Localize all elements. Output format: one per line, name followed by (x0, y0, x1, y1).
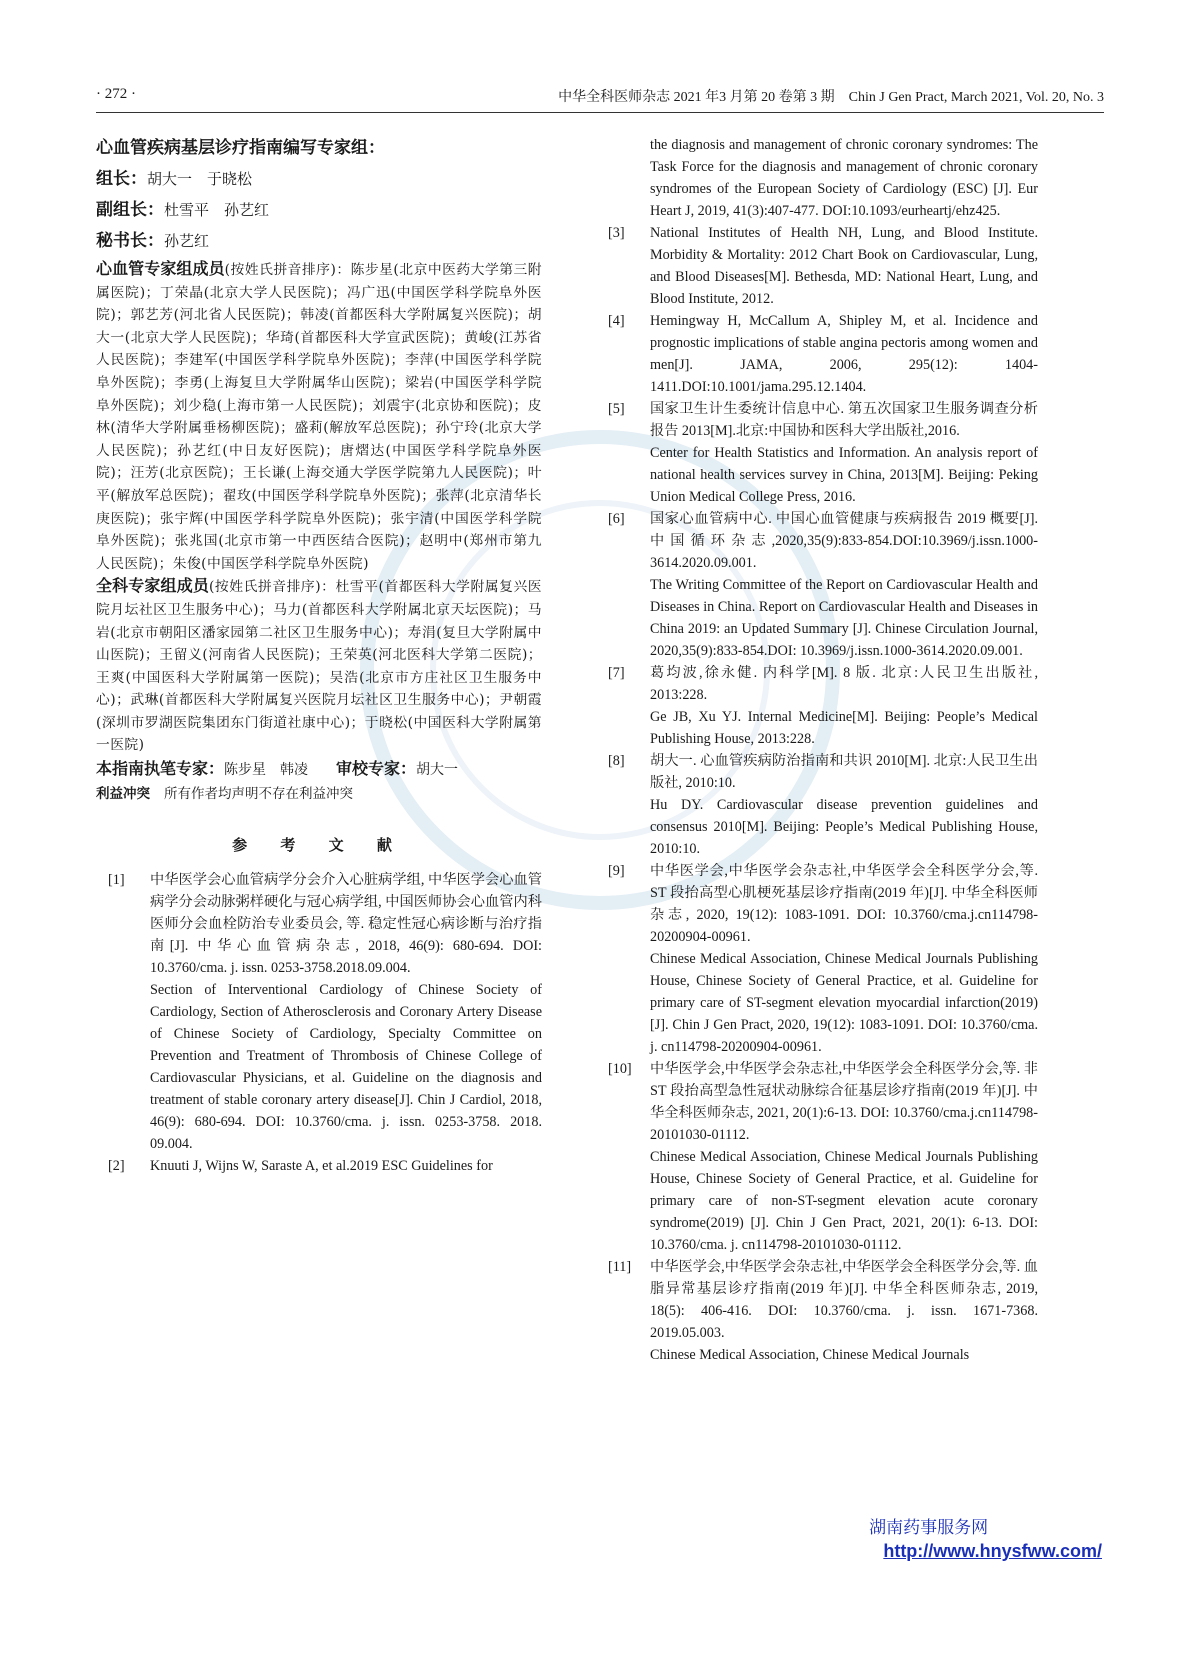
reference-translation: The Writing Committee of the Report on Cardiovascular Health and Diseases in China. Report on Cardiovascular Health and Diseases in China 2019: an Updated Summary [J]. Chinese Circulation Journal, 2020,35(9):833-854.DOI: 10.3969/j.issn.1000-3614.2020.09.001. (650, 577, 1038, 659)
reference-text: National Institutes of Health NH, Lung, and Blood Institute. Morbidity & Mortality: 2012 Chart Book on Cardiovascular, Lung, and Blood Diseases[M]. Bethesda, MD: National Heart, Lung, and Blood Institute, 2012. (650, 225, 1038, 307)
reference-text: 国家卫生计生委统计信息中心. 第五次国家卫生服务调查分析报告 2013[M].北京:中国协和医科大学出版社,2016. (650, 401, 1038, 439)
cardio-members-list: (按姓氏拼音排序)：陈步星(北京中医药大学第三附属医院)；丁荣晶(北京大学人民医院)；冯广迅(中国医学科学院阜外医院)；郭艺芳(河北省人民医院)；韩凌(首都医科大学附属复兴医院)；胡大一(北京大学人民医院)；华琦(首都医科大学宣武医院)；黄峻(江苏省人民医院)；李建军(中国医学科学院阜外医院)；李萍(中国医学科学院阜外医院)；李勇(上海复旦大学附属华山医院)；梁岩(中国医学科学院阜外医院)；刘少稳(上海市第一人民医院)；刘震宇(北京协和医院)；皮林(清华大学附属垂杨柳医院)；盛莉(解放军总医院)；孙宁玲(北京大学人民医院)；孙艺红(中日友好医院)；唐熠达(中国医学科学院阜外医院)；汪芳(北京医院)；王长谦(上海交通大学医学院第九人民医院)；叶平(解放军总医院)；翟玫(中国医学科学院阜外医院)；张萍(北京清华长庚医院)；张宇辉(中国医学科学院阜外医院)；张宇清(中国医学科学院阜外医院)；张兆国(北京市第一中西医结合医院)；赵明中(郑州市第九人民医院)；朱俊(中国医学科学院阜外医院) (96, 262, 542, 572)
reference-item (600, 860, 1038, 948)
reference-number: [5] (608, 401, 625, 417)
reference-translation: Section of Interventional Cardiology of Chinese Society of Cardiology, Section of Atherosclerosis and Coronary Artery Disease of Chinese Society of Cardiology, Specialty Committee on Prevention and Treatment of Thrombosis of Chinese College of Cardiovascular Physicians, et al. Guideline on the diagnosis and treatment of stable coronary artery disease[J]. Chin J Cardiol, 2018, 46(9): 680-694. DOI: 10.3760/cma. j. issn. 0253-3758. 2018. 09.004. (150, 982, 542, 1153)
journal-citation: 中华全科医师杂志 2021 年3 月第 20 卷第 3 期 Chin J Gen Pract, March 2021, Vol. 20, No. 3 (558, 90, 1104, 105)
reference-number: [6] (608, 511, 625, 527)
deputy-label: 副组长： (96, 200, 164, 220)
gp-members-label: 全科专家组成员 (96, 576, 209, 596)
reference-translation: Chinese Medical Association, Chinese Medical Journals Publishing House, Chinese Society of General Practice, et al. Guideline for primary care of ST-segment elevation myocardial infarction(2019) [J]. Chin J Gen Pract, 2020, 19(12): 1083-1091. DOI: 10.3760/cma. j. cn114798-20200904-00961. (650, 951, 1038, 1055)
leader-names: 胡大一 于晓松 (147, 170, 253, 188)
site-url-link[interactable]: http://www.hnysfww.com/ (883, 1541, 1102, 1561)
reference-item (600, 662, 1038, 706)
reference-text: 中华医学会,中华医学会杂志社,中华医学会全科医学分会,等. 血脂异常基层诊疗指南(2019 年)[J]. 中华全科医师杂志, 2019, 18(5): 406-416. DOI: 10.3760/cma. j. issn. 1671-7368. 2019.05.003. (650, 1259, 1038, 1341)
coi-label: 利益冲突 (96, 786, 150, 803)
reference-item (600, 398, 1038, 442)
reference-item (600, 750, 1038, 794)
page-number: · 272 · (96, 86, 136, 102)
cardio-members-label: 心血管专家组成员 (96, 259, 225, 278)
reference-text: 国家心血管病中心. 中国心血管健康与疾病报告 2019 概要[J]. 中国循环杂志,2020,35(9):833-854.DOI:10.3969/j.issn.1000-3614.2020.09.001. (650, 511, 1038, 571)
writer-label: 本指南执笔专家： (96, 759, 225, 779)
reference-number: [7] (608, 665, 625, 681)
reference-translation: Chinese Medical Association, Chinese Medical Journals Publishing House, Chinese Society of General Practice, et al. Guideline for primary care of non-ST-segment elevation acute coronary syndrome(2019) [J]. Chin J Gen Pract, 2021, 20(1): 6-13. DOI: 10.3760/cma. j. cn114798-20101030-01112. (650, 1149, 1038, 1253)
reference-text: 中华医学会,中华医学会杂志社,中华医学会全科医学分会,等. ST 段抬高型心肌梗死基层诊疗指南(2019 年)[J]. 中华全科医师杂志, 2020, 19(12): 1083-1091. DOI: 10.3760/cma.j.cn114798-20200904-00961. (650, 863, 1038, 945)
left-column (96, 134, 542, 1177)
reference-translation: Center for Health Statistics and Information. An analysis report of national health services survey in China, 2013[M]. Beijing: Peking Union Medical College Press, 2016. (650, 445, 1038, 505)
reference-translation: Ge JB, Xu YJ. Internal Medicine[M]. Beijing: People’s Medical Publishing House, 2013:228. (650, 709, 1038, 747)
reference-number: [1] (108, 872, 125, 889)
site-watermark (819, 1517, 1102, 1563)
reference-number: [2] (108, 1158, 125, 1175)
reference-number: [11] (608, 1259, 632, 1275)
secretary-label: 秘书长： (96, 231, 164, 251)
reference-text: Hemingway H, McCallum A, Shipley M, et al. Incidence and prognostic implications of stable angina pectoris among women and men[J]. JAMA, 2006, 295(12): 1404-1411.DOI:10.1001/jama.295.12.1404. (650, 313, 1038, 395)
leader-label: 组长： (96, 169, 147, 189)
reviewer-label: 审校专家： (336, 759, 417, 779)
reference-number: [3] (608, 225, 625, 241)
page-header (96, 82, 1104, 113)
reference-number: [9] (608, 863, 625, 879)
reference-continuation: the diagnosis and management of chronic coronary syndromes: The Task Force for the diagnosis and management of chronic coronary syndromes of the European Society of Cardiology (ESC) [J]. Eur Heart J, 2019, 41(3):407-477. DOI:10.1093/eurheartj/ehz425. (650, 137, 1038, 219)
deputy-line (96, 196, 542, 225)
right-column (600, 134, 1038, 1366)
reference-text: 中华医学会,中华医学会杂志社,中华医学会全科医学分会,等. 非 ST 段抬高型急性冠状动脉综合征基层诊疗指南(2019 年)[J]. 中华全科医师杂志, 2021, 20(1):6-13. DOI: 10.3760/cma.j.cn114798-20101030-01112. (650, 1061, 1038, 1143)
reference-number: [10] (608, 1061, 632, 1077)
reference-translation: Chinese Medical Association, Chinese Medical Journals (650, 1347, 970, 1363)
reference-number: [4] (608, 313, 625, 329)
reference-text: 中华医学会心血管病学分会介入心脏病学组, 中华医学会心血管病学分会动脉粥样硬化与冠心病学组, 中国医师协会心血管内科医师分会血栓防治专业委员会, 等. 稳定性冠心病诊断与治疗指南[J]. 中华心血管病杂志, 2018, 46(9): 680-694. DOI: 10.3760/cma. j. issn. 0253-3758.2018.09.004. (150, 872, 542, 977)
reference-text: 葛均波,徐永健. 内科学[M]. 8 版. 北京:人民卫生出版社, 2013:228. (650, 665, 1038, 703)
references-heading: 参 考 文 献 (232, 836, 406, 855)
reviewer-names: 胡大一 (416, 762, 459, 779)
gp-members-list: (按姓氏拼音排序)：杜雪平(首都医科大学附属复兴医院月坛社区卫生服务中心)；马力(首都医科大学附属北京天坛医院)；马岩(北京市朝阳区潘家园第二社区卫生服务中心)；寿涓(复旦大学附属中山医院)；王留义(河南省人民医院)；王荣英(河北医科大学第二医院)；王爽(中国医科大学附属第一医院)；吴浩(北京市方庄社区卫生服务中心)；武琳(首都医科大学附属复兴医院月坛社区卫生服务中心)；尹朝霞(深圳市罗湖医院集团东门街道社康中心)；于晓松(中国医科大学附属第一医院) (96, 579, 542, 754)
reference-number: [8] (608, 753, 625, 769)
reference-item (96, 1155, 542, 1177)
secretary-names: 孙艺红 (164, 232, 210, 250)
reference-item (600, 222, 1038, 310)
leader-line (96, 165, 542, 194)
coi-text: 所有作者均声明不存在利益冲突 (164, 786, 353, 803)
reference-item (600, 508, 1038, 574)
reference-item (96, 869, 542, 979)
reference-item (600, 1256, 1038, 1344)
cardio-members-paragraph (96, 258, 542, 575)
site-name: 湖南药事服务网 (869, 1518, 989, 1537)
reference-translation: Hu DY. Cardiovascular disease prevention guidelines and consensus 2010[M]. Beijing: People’s Medical Publishing House, 2010:10. (650, 797, 1038, 857)
reference-text: 胡大一. 心血管疾病防治指南和共识 2010[M]. 北京:人民卫生出版社, 2010:10. (650, 753, 1038, 791)
conflict-of-interest (96, 782, 542, 806)
secretary-line (96, 227, 542, 256)
reference-text: Knuuti J, Wijns W, Saraste A, et al.2019 ESC Guidelines for (150, 1158, 493, 1175)
deputy-names: 杜雪平 孙艺红 (164, 201, 270, 219)
expert-group-title: 心血管疾病基层诊疗指南编写专家组： (96, 138, 385, 158)
reference-item (600, 310, 1038, 398)
reference-item (600, 1058, 1038, 1146)
writer-names: 陈步星 韩凌 (224, 762, 309, 779)
writer-reviewer-line (96, 757, 542, 782)
gp-members-paragraph (96, 575, 542, 757)
